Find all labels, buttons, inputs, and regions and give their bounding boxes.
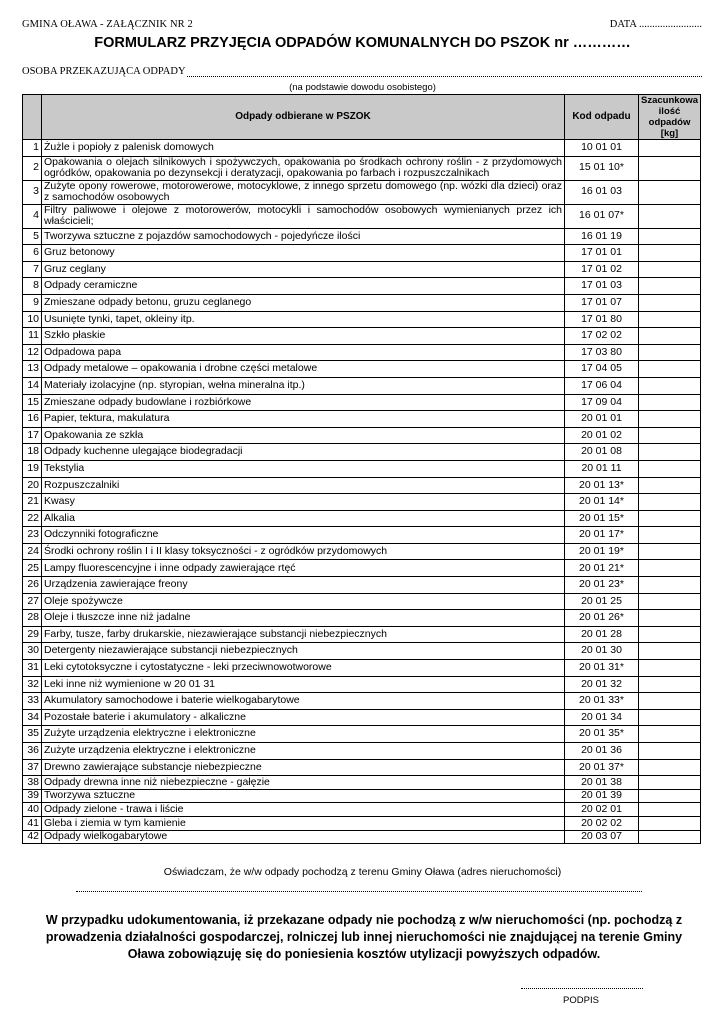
row-quantity-input[interactable]: [639, 245, 701, 262]
table-row: [23, 311, 701, 328]
row-number: 19: [23, 460, 42, 477]
row-code: 20 01 38: [565, 776, 639, 790]
row-description: Tekstylia: [42, 460, 565, 477]
row-quantity-input[interactable]: [639, 228, 701, 245]
row-code: 20 01 23*: [565, 577, 639, 594]
row-description: Opakowania ze szkła: [42, 427, 565, 444]
row-quantity-input[interactable]: [639, 261, 701, 278]
address-field[interactable]: [76, 890, 642, 892]
row-number: 31: [23, 660, 42, 677]
row-description: Odpady drewna inne niż niebezpieczne - gałęzie: [42, 776, 565, 790]
row-code: 20 01 31*: [565, 660, 639, 677]
row-quantity-input[interactable]: [639, 643, 701, 660]
row-code: 16 01 19: [565, 228, 639, 245]
row-code: 20 01 30: [565, 643, 639, 660]
row-number: 13: [23, 361, 42, 378]
row-description: Detergenty niezawierające substancji niebezpiecznych: [42, 643, 565, 660]
row-number: 21: [23, 494, 42, 511]
row-code: 20 01 39: [565, 789, 639, 803]
row-number: 37: [23, 759, 42, 776]
row-description: Usunięte tynki, tapet, okleiny itp.: [42, 311, 565, 328]
table-row: [23, 676, 701, 693]
row-description: Odpady wielkogabarytowe: [42, 830, 565, 844]
row-description: Środki ochrony roślin I i II klasy toksyczności - z ogródków przydomowych: [42, 543, 565, 560]
row-code: 20 01 19*: [565, 543, 639, 560]
person-label: OSOBA PRZEKAZUJĄCA ODPADY: [22, 66, 186, 77]
row-description: Rozpuszczalniki: [42, 477, 565, 494]
row-number: 3: [23, 180, 42, 204]
row-number: 5: [23, 228, 42, 245]
row-code: 20 02 01: [565, 803, 639, 817]
table-row: [23, 411, 701, 428]
table-row: [23, 726, 701, 743]
row-quantity-input[interactable]: [639, 543, 701, 560]
table-row: [23, 245, 701, 262]
row-description: Pozostałe baterie i akumulatory - alkaliczne: [42, 709, 565, 726]
row-number: 18: [23, 444, 42, 461]
row-description: Odpady kuchenne ulegające biodegradacji: [42, 444, 565, 461]
row-description: Zmieszane odpady budowlane i rozbiórkowe: [42, 394, 565, 411]
table-row: [23, 803, 701, 817]
table-row: [23, 626, 701, 643]
row-number: 4: [23, 204, 42, 228]
row-quantity-input[interactable]: [639, 776, 701, 790]
row-description: Leki inne niż wymienione w 20 01 31: [42, 676, 565, 693]
table-row: [23, 156, 701, 180]
row-number: 6: [23, 245, 42, 262]
row-code: 20 01 14*: [565, 494, 639, 511]
row-code: 17 01 07: [565, 294, 639, 311]
row-description: Filtry paliwowe i olejowe z motorowerów, motocykli i samochodów osobowych wymienianych przez ich właścicieli;: [42, 204, 565, 228]
row-description: Gruz betonowy: [42, 245, 565, 262]
row-number: 25: [23, 560, 42, 577]
row-code: 20 01 32: [565, 676, 639, 693]
row-quantity-input[interactable]: [639, 676, 701, 693]
row-quantity-input[interactable]: [639, 140, 701, 157]
row-code: 20 01 33*: [565, 693, 639, 710]
header-code: Kod odpadu: [565, 95, 639, 140]
table-row: [23, 361, 701, 378]
row-number: 27: [23, 593, 42, 610]
row-description: Odczynniki fotograficzne: [42, 527, 565, 544]
table-row: [23, 759, 701, 776]
row-code: 16 01 07*: [565, 204, 639, 228]
row-number: 23: [23, 527, 42, 544]
row-number: 14: [23, 377, 42, 394]
row-number: 24: [23, 543, 42, 560]
row-description: Szkło płaskie: [42, 328, 565, 345]
table-row: [23, 427, 701, 444]
row-quantity-input[interactable]: [639, 180, 701, 204]
table-row: [23, 460, 701, 477]
row-code: 20 01 11: [565, 460, 639, 477]
row-quantity-input[interactable]: [639, 494, 701, 511]
row-quantity-input[interactable]: [639, 610, 701, 627]
row-number: 35: [23, 726, 42, 743]
row-code: 16 01 03: [565, 180, 639, 204]
row-number: 28: [23, 610, 42, 627]
row-description: Alkalia: [42, 510, 565, 527]
row-description: Tworzywa sztuczne: [42, 789, 565, 803]
table-row: [23, 610, 701, 627]
row-description: Akumulatory samochodowe i baterie wielkogabarytowe: [42, 693, 565, 710]
row-description: Żużle i popioły z palenisk domowych: [42, 140, 565, 157]
row-quantity-input[interactable]: [639, 789, 701, 803]
form-title: FORMULARZ PRZYJĘCIA ODPADÓW KOMUNALNYCH DO PSZOK nr …………: [94, 35, 631, 51]
person-field[interactable]: [22, 66, 702, 77]
row-description: Drewno zawierające substancje niebezpieczne: [42, 759, 565, 776]
table-row: [23, 816, 701, 830]
row-quantity-input[interactable]: [639, 527, 701, 544]
row-number: 30: [23, 643, 42, 660]
row-quantity-input[interactable]: [639, 577, 701, 594]
row-code: 17 01 01: [565, 245, 639, 262]
row-description: Kwasy: [42, 494, 565, 511]
row-number: 15: [23, 394, 42, 411]
row-number: 29: [23, 626, 42, 643]
header-no: [23, 95, 42, 140]
row-number: 41: [23, 816, 42, 830]
row-code: 17 01 03: [565, 278, 639, 295]
table-row: [23, 789, 701, 803]
row-number: 32: [23, 676, 42, 693]
row-quantity-input[interactable]: [639, 510, 701, 527]
row-code: 17 04 05: [565, 361, 639, 378]
person-dotted-line[interactable]: [187, 67, 702, 77]
waste-table: [22, 94, 701, 844]
row-quantity-input[interactable]: [639, 156, 701, 180]
row-quantity-input[interactable]: [639, 693, 701, 710]
header-desc: Odpady odbierane w PSZOK: [42, 95, 565, 140]
row-code: 17 01 02: [565, 261, 639, 278]
row-quantity-input[interactable]: [639, 759, 701, 776]
row-quantity-input[interactable]: [639, 816, 701, 830]
row-description: Tworzywa sztuczne z pojazdów samochodowych - pojedyńcze ilości: [42, 228, 565, 245]
row-description: Gruz ceglany: [42, 261, 565, 278]
table-row: [23, 228, 701, 245]
row-description: Oleje spożywcze: [42, 593, 565, 610]
row-code: 20 01 01: [565, 411, 639, 428]
row-code: 15 01 10*: [565, 156, 639, 180]
row-code: 20 01 17*: [565, 527, 639, 544]
row-code: 20 01 26*: [565, 610, 639, 627]
row-description: Materiały izolacyjne (np. styropian, wełna mineralna itp.): [42, 377, 565, 394]
row-number: 10: [23, 311, 42, 328]
row-description: Zużyte urządzenia elektryczne i elektroniczne: [42, 743, 565, 760]
signature-field[interactable]: [521, 987, 643, 989]
row-number: 26: [23, 577, 42, 594]
row-number: 12: [23, 344, 42, 361]
row-quantity-input[interactable]: [639, 626, 701, 643]
header-municipality: GMINA OŁAWA - ZAŁĄCZNIK NR 2: [22, 19, 193, 30]
table-row: [23, 394, 701, 411]
table-row: [23, 377, 701, 394]
row-quantity-input[interactable]: [639, 444, 701, 461]
row-description: Opakowania o olejach silnikowych i spożywczych, opakowania po środkach ochrony roślin - z przydomowych ogródków, opakowania po dezynsekcji i deratyzacji, opakowania po farbach i rozpuszczalnikach: [42, 156, 565, 180]
row-number: 2: [23, 156, 42, 180]
table-header-row: [23, 95, 701, 140]
row-quantity-input[interactable]: [639, 726, 701, 743]
row-description: Gleba i ziemia w tym kamienie: [42, 816, 565, 830]
table-row: [23, 543, 701, 560]
row-description: Lampy fluorescencyjne i inne odpady zawierające rtęć: [42, 560, 565, 577]
table-row: [23, 328, 701, 345]
table-row: [23, 477, 701, 494]
row-quantity-input[interactable]: [639, 743, 701, 760]
row-number: 38: [23, 776, 42, 790]
table-row: [23, 830, 701, 844]
row-code: 20 01 28: [565, 626, 639, 643]
table-row: [23, 204, 701, 228]
table-row: [23, 344, 701, 361]
row-quantity-input[interactable]: [639, 328, 701, 345]
row-description: Odpadowa papa: [42, 344, 565, 361]
row-code: 20 01 02: [565, 427, 639, 444]
row-code: 20 01 36: [565, 743, 639, 760]
row-quantity-input[interactable]: [639, 204, 701, 228]
row-code: 20 01 37*: [565, 759, 639, 776]
row-number: 16: [23, 411, 42, 428]
table-row: [23, 140, 701, 157]
row-quantity-input[interactable]: [639, 294, 701, 311]
table-row: [23, 593, 701, 610]
row-code: 17 03 80: [565, 344, 639, 361]
row-quantity-input[interactable]: [639, 278, 701, 295]
row-code: 17 06 04: [565, 377, 639, 394]
row-quantity-input[interactable]: [639, 660, 701, 677]
liability-warning: W przypadku udokumentowania, iż przekazane odpady nie pochodzą z w/w nieruchomości (np. pochodzą z prowadzenia działalności gospodarczej, rolniczej lub innej nieruchomości nie znajdującej na terenie Gminy Oława zobowiązuję się do poniesienia kosztów utylizacji powyższych odpadów.: [45, 913, 683, 961]
row-quantity-input[interactable]: [639, 311, 701, 328]
row-number: 22: [23, 510, 42, 527]
row-number: 1: [23, 140, 42, 157]
row-description: Papier, tektura, makulatura: [42, 411, 565, 428]
row-code: 20 01 15*: [565, 510, 639, 527]
table-row: [23, 709, 701, 726]
signature-label: PODPIS: [563, 995, 599, 1006]
row-description: Odpady zielone - trawa i liście: [42, 803, 565, 817]
row-description: Farby, tusze, farby drukarskie, niezawierające substancji niebezpiecznych: [42, 626, 565, 643]
row-quantity-input[interactable]: [639, 361, 701, 378]
row-quantity-input[interactable]: [639, 709, 701, 726]
row-code: 20 01 13*: [565, 477, 639, 494]
table-row: [23, 560, 701, 577]
row-number: 7: [23, 261, 42, 278]
header-qty: Szacunkowa ilość odpadów [kg]: [639, 95, 701, 140]
row-number: 34: [23, 709, 42, 726]
row-quantity-input[interactable]: [639, 344, 701, 361]
row-quantity-input[interactable]: [639, 560, 701, 577]
row-number: 17: [23, 427, 42, 444]
row-code: 17 01 80: [565, 311, 639, 328]
table-row: [23, 743, 701, 760]
table-row: [23, 510, 701, 527]
row-number: 33: [23, 693, 42, 710]
row-number: 39: [23, 789, 42, 803]
declaration-text: Oświadczam, że w/w odpady pochodzą z terenu Gminy Oława (adres nieruchomości): [163, 866, 562, 878]
table-row: [23, 294, 701, 311]
table-row: [23, 660, 701, 677]
row-description: Zużyte opony rowerowe, motorowerowe, motocyklowe, z innego sprzetu domowego (np. wózki dla dzieci) oraz z samochodów osobowych: [42, 180, 565, 204]
row-quantity-input[interactable]: [639, 460, 701, 477]
row-number: 42: [23, 830, 42, 844]
row-number: 20: [23, 477, 42, 494]
row-quantity-input[interactable]: [639, 477, 701, 494]
row-description: Odpady metalowe – opakowania i drobne części metalowe: [42, 361, 565, 378]
table-row: [23, 278, 701, 295]
row-quantity-input[interactable]: [639, 377, 701, 394]
table-row: [23, 527, 701, 544]
row-code: 20 01 08: [565, 444, 639, 461]
row-number: 9: [23, 294, 42, 311]
row-number: 8: [23, 278, 42, 295]
row-description: Oleje i tłuszcze inne niż jadalne: [42, 610, 565, 627]
person-subcaption: (na podstawie dowodu osobistego): [289, 82, 436, 93]
row-quantity-input[interactable]: [639, 427, 701, 444]
table-row: [23, 693, 701, 710]
row-quantity-input[interactable]: [639, 411, 701, 428]
row-description: Leki cytotoksyczne i cytostatyczne - leki przeciwnowotworowe: [42, 660, 565, 677]
row-description: Zużyte urządzenia elektryczne i elektroniczne: [42, 726, 565, 743]
row-code: 17 02 02: [565, 328, 639, 345]
row-description: Zmieszane odpady betonu, gruzu ceglanego: [42, 294, 565, 311]
row-quantity-input[interactable]: [639, 394, 701, 411]
table-row: [23, 643, 701, 660]
table-row: [23, 776, 701, 790]
row-code: 20 01 34: [565, 709, 639, 726]
row-description: Urządzenia zawierające freony: [42, 577, 565, 594]
row-quantity-input[interactable]: [639, 803, 701, 817]
table-row: [23, 494, 701, 511]
row-code: 20 03 07: [565, 830, 639, 844]
table-row: [23, 577, 701, 594]
row-quantity-input[interactable]: [639, 593, 701, 610]
date-field[interactable]: DATA ........................: [609, 19, 702, 30]
row-number: 11: [23, 328, 42, 345]
table-row: [23, 261, 701, 278]
row-description: Odpady ceramiczne: [42, 278, 565, 295]
table-row: [23, 180, 701, 204]
row-code: 10 01 01: [565, 140, 639, 157]
row-number: 36: [23, 743, 42, 760]
row-code: 20 01 25: [565, 593, 639, 610]
row-quantity-input[interactable]: [639, 830, 701, 844]
row-code: 20 01 35*: [565, 726, 639, 743]
table-row: [23, 444, 701, 461]
row-code: 17 09 04: [565, 394, 639, 411]
row-number: 40: [23, 803, 42, 817]
row-code: 20 02 02: [565, 816, 639, 830]
row-code: 20 01 21*: [565, 560, 639, 577]
